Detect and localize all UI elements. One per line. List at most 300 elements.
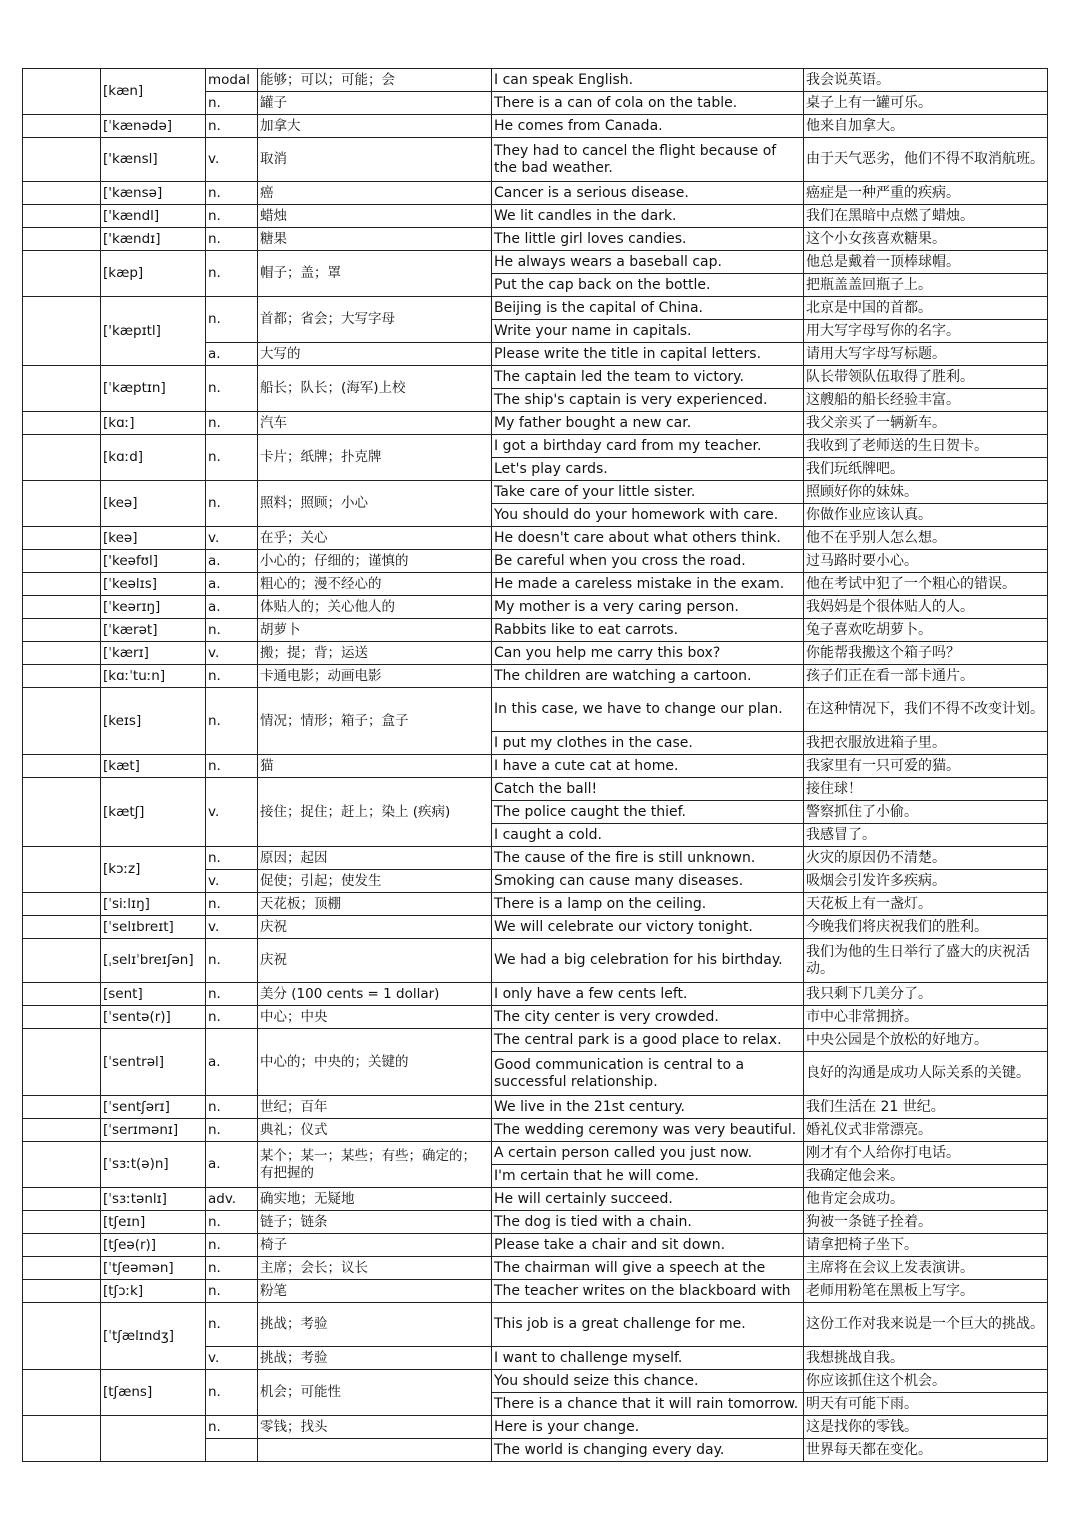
example-zh-cell: 我确定他会来。 bbox=[804, 1165, 1048, 1188]
part-of-speech-cell: v. bbox=[206, 642, 258, 665]
phonetic-cell bbox=[101, 1416, 206, 1462]
blank-cell bbox=[23, 1303, 101, 1370]
example-en-cell: There is a chance that it will rain tomorrow. bbox=[492, 1393, 804, 1416]
phonetic-cell: [keɪs] bbox=[101, 688, 206, 755]
table-row bbox=[23, 182, 1048, 205]
table-row bbox=[23, 573, 1048, 596]
table-row bbox=[23, 527, 1048, 550]
phonetic-cell: [ˈserɪmənɪ] bbox=[101, 1119, 206, 1142]
part-of-speech-cell: n. bbox=[206, 481, 258, 527]
example-en-cell: The dog is tied with a chain. bbox=[492, 1211, 804, 1234]
example-en-cell: Let's play cards. bbox=[492, 458, 804, 481]
example-en-cell: We live in the 21st century. bbox=[492, 1096, 804, 1119]
blank-cell bbox=[23, 435, 101, 481]
example-zh-cell: 我们生活在 21 世纪。 bbox=[804, 1096, 1048, 1119]
table-row bbox=[23, 138, 1048, 182]
part-of-speech-cell: n. bbox=[206, 205, 258, 228]
example-en-cell: I caught a cold. bbox=[492, 824, 804, 847]
meaning-cell: 中心；中央 bbox=[258, 1006, 492, 1029]
blank-cell bbox=[23, 1370, 101, 1416]
blank-cell bbox=[23, 916, 101, 939]
meaning-cell: 船长；队长；(海军)上校 bbox=[258, 366, 492, 412]
example-en-cell: The world is changing every day. bbox=[492, 1439, 804, 1462]
blank-cell bbox=[23, 550, 101, 573]
part-of-speech-cell: v. bbox=[206, 527, 258, 550]
example-en-cell: There is a can of cola on the table. bbox=[492, 92, 804, 115]
example-en-cell: Catch the ball! bbox=[492, 778, 804, 801]
table-row bbox=[23, 435, 1048, 458]
phonetic-cell: [ˈkeəlɪs] bbox=[101, 573, 206, 596]
part-of-speech-cell: a. bbox=[206, 343, 258, 366]
part-of-speech-cell: n. bbox=[206, 1370, 258, 1416]
meaning-cell: 粗心的；漫不经心的 bbox=[258, 573, 492, 596]
part-of-speech-cell bbox=[206, 1439, 258, 1462]
table-row bbox=[23, 1280, 1048, 1303]
example-en-cell: Here is your change. bbox=[492, 1416, 804, 1439]
example-en-cell: Cancer is a serious disease. bbox=[492, 182, 804, 205]
example-en-cell: Good communication is central to a successful relationship. bbox=[492, 1052, 804, 1096]
part-of-speech-cell: v. bbox=[206, 1347, 258, 1370]
part-of-speech-cell: a. bbox=[206, 573, 258, 596]
part-of-speech-cell: n. bbox=[206, 251, 258, 297]
blank-cell bbox=[23, 1119, 101, 1142]
example-zh-cell: 兔子喜欢吃胡萝卜。 bbox=[804, 619, 1048, 642]
example-en-cell: I'm certain that he will come. bbox=[492, 1165, 804, 1188]
blank-cell bbox=[23, 138, 101, 182]
example-zh-cell: 我感冒了。 bbox=[804, 824, 1048, 847]
blank-cell bbox=[23, 1211, 101, 1234]
phonetic-cell: [kæn] bbox=[101, 69, 206, 115]
blank-cell bbox=[23, 1257, 101, 1280]
part-of-speech-cell: modal bbox=[206, 69, 258, 92]
example-en-cell: The little girl loves candies. bbox=[492, 228, 804, 251]
example-zh-cell: 良好的沟通是成功人际关系的关键。 bbox=[804, 1052, 1048, 1096]
table-row bbox=[23, 939, 1048, 983]
example-zh-cell: 照顾好你的妹妹。 bbox=[804, 481, 1048, 504]
phonetic-cell: ['keəfʊl] bbox=[101, 550, 206, 573]
table-row bbox=[23, 1096, 1048, 1119]
table-row bbox=[23, 366, 1048, 389]
blank-cell bbox=[23, 205, 101, 228]
meaning-cell: 胡萝卜 bbox=[258, 619, 492, 642]
example-en-cell: Take care of your little sister. bbox=[492, 481, 804, 504]
example-en-cell: He always wears a baseball cap. bbox=[492, 251, 804, 274]
example-zh-cell: 他不在乎别人怎么想。 bbox=[804, 527, 1048, 550]
table-row bbox=[23, 412, 1048, 435]
table-row bbox=[23, 1119, 1048, 1142]
blank-cell bbox=[23, 1280, 101, 1303]
blank-cell bbox=[23, 182, 101, 205]
example-en-cell: My mother is a very caring person. bbox=[492, 596, 804, 619]
example-en-cell: He comes from Canada. bbox=[492, 115, 804, 138]
blank-cell bbox=[23, 412, 101, 435]
example-en-cell: Can you help me carry this box? bbox=[492, 642, 804, 665]
part-of-speech-cell: n. bbox=[206, 983, 258, 1006]
blank-cell bbox=[23, 755, 101, 778]
example-en-cell: Write your name in capitals. bbox=[492, 320, 804, 343]
example-zh-cell: 吸烟会引发许多疾病。 bbox=[804, 870, 1048, 893]
meaning-cell: 中心的；中央的；关键的 bbox=[258, 1029, 492, 1096]
phonetic-cell: [ˈkænədə] bbox=[101, 115, 206, 138]
example-zh-cell: 我只剩下几美分了。 bbox=[804, 983, 1048, 1006]
part-of-speech-cell: n. bbox=[206, 1096, 258, 1119]
phonetic-cell: [tʃɔːk] bbox=[101, 1280, 206, 1303]
example-zh-cell: 这份工作对我来说是一个巨大的挑战。 bbox=[804, 1303, 1048, 1347]
meaning-cell: 帽子；盖；罩 bbox=[258, 251, 492, 297]
meaning-cell: 美分 (100 cents = 1 dollar) bbox=[258, 983, 492, 1006]
part-of-speech-cell: n. bbox=[206, 92, 258, 115]
part-of-speech-cell: n. bbox=[206, 619, 258, 642]
phonetic-cell: [kɔːz] bbox=[101, 847, 206, 893]
part-of-speech-cell: a. bbox=[206, 596, 258, 619]
meaning-cell: 世纪；百年 bbox=[258, 1096, 492, 1119]
example-zh-cell: 主席将在会议上发表演讲。 bbox=[804, 1257, 1048, 1280]
meaning-cell: 汽车 bbox=[258, 412, 492, 435]
example-zh-cell: 我父亲买了一辆新车。 bbox=[804, 412, 1048, 435]
meaning-cell: 体贴人的；关心他人的 bbox=[258, 596, 492, 619]
example-en-cell: We lit candles in the dark. bbox=[492, 205, 804, 228]
example-zh-cell: 我们在黑暗中点燃了蜡烛。 bbox=[804, 205, 1048, 228]
blank-cell bbox=[23, 688, 101, 755]
example-en-cell: Beijing is the capital of China. bbox=[492, 297, 804, 320]
table-row bbox=[23, 205, 1048, 228]
meaning-cell: 罐子 bbox=[258, 92, 492, 115]
part-of-speech-cell: n. bbox=[206, 1234, 258, 1257]
example-en-cell: I only have a few cents left. bbox=[492, 983, 804, 1006]
phonetic-cell: [ˈkærɪ] bbox=[101, 642, 206, 665]
blank-cell bbox=[23, 847, 101, 893]
part-of-speech-cell: n. bbox=[206, 1303, 258, 1347]
phonetic-cell: ['kændɪ] bbox=[101, 228, 206, 251]
part-of-speech-cell: n. bbox=[206, 115, 258, 138]
example-zh-cell: 他在考试中犯了一个粗心的错误。 bbox=[804, 573, 1048, 596]
meaning-cell: 搬；提；背；运送 bbox=[258, 642, 492, 665]
example-zh-cell: 我们为他的生日举行了盛大的庆祝活动。 bbox=[804, 939, 1048, 983]
blank-cell bbox=[23, 939, 101, 983]
example-zh-cell: 这艘船的船长经验丰富。 bbox=[804, 389, 1048, 412]
example-zh-cell: 世界每天都在变化。 bbox=[804, 1439, 1048, 1462]
table-row bbox=[23, 642, 1048, 665]
blank-cell bbox=[23, 115, 101, 138]
table-row bbox=[23, 251, 1048, 274]
table-row bbox=[23, 619, 1048, 642]
blank-cell bbox=[23, 1234, 101, 1257]
meaning-cell: 庆祝 bbox=[258, 916, 492, 939]
example-en-cell: We had a big celebration for his birthday. bbox=[492, 939, 804, 983]
part-of-speech-cell: a. bbox=[206, 1029, 258, 1096]
table-row bbox=[23, 481, 1048, 504]
part-of-speech-cell: n. bbox=[206, 297, 258, 343]
example-zh-cell: 我把衣服放进箱子里。 bbox=[804, 732, 1048, 755]
example-zh-cell: 这是找你的零钱。 bbox=[804, 1416, 1048, 1439]
example-en-cell: The central park is a good place to relax. bbox=[492, 1029, 804, 1052]
example-zh-cell: 他总是戴着一顶棒球帽。 bbox=[804, 251, 1048, 274]
example-zh-cell: 警察抓住了小偷。 bbox=[804, 801, 1048, 824]
table-row bbox=[23, 916, 1048, 939]
part-of-speech-cell: n. bbox=[206, 1280, 258, 1303]
phonetic-cell: [tʃeə(r)] bbox=[101, 1234, 206, 1257]
example-en-cell: The chairman will give a speech at the bbox=[492, 1257, 804, 1280]
example-en-cell: Smoking can cause many diseases. bbox=[492, 870, 804, 893]
phonetic-cell: [tʃæns] bbox=[101, 1370, 206, 1416]
phonetic-cell: [kætʃ] bbox=[101, 778, 206, 847]
example-zh-cell: 我家里有一只可爱的猫。 bbox=[804, 755, 1048, 778]
blank-cell bbox=[23, 251, 101, 297]
example-zh-cell: 在这种情况下，我们不得不改变计划。 bbox=[804, 688, 1048, 732]
phonetic-cell: [ˈsɜːt(ə)n] bbox=[101, 1142, 206, 1188]
meaning-cell: 首都；省会；大写字母 bbox=[258, 297, 492, 343]
meaning-cell: 机会；可能性 bbox=[258, 1370, 492, 1416]
meaning-cell: 挑战；考验 bbox=[258, 1303, 492, 1347]
table-row bbox=[23, 893, 1048, 916]
phonetic-cell: [ˈkeərɪŋ] bbox=[101, 596, 206, 619]
meaning-cell: 天花板；顶棚 bbox=[258, 893, 492, 916]
blank-cell bbox=[23, 665, 101, 688]
blank-cell bbox=[23, 481, 101, 527]
blank-cell bbox=[23, 297, 101, 366]
blank-cell bbox=[23, 1188, 101, 1211]
meaning-cell: 猫 bbox=[258, 755, 492, 778]
blank-cell bbox=[23, 619, 101, 642]
example-en-cell: The captain led the team to victory. bbox=[492, 366, 804, 389]
meaning-cell: 蜡烛 bbox=[258, 205, 492, 228]
phonetic-cell: ['kændl] bbox=[101, 205, 206, 228]
example-en-cell: The wedding ceremony was very beautiful. bbox=[492, 1119, 804, 1142]
phonetic-cell: [keə] bbox=[101, 527, 206, 550]
table-row bbox=[23, 1188, 1048, 1211]
phonetic-cell: [kɑː] bbox=[101, 412, 206, 435]
example-zh-cell: 婚礼仪式非常漂亮。 bbox=[804, 1119, 1048, 1142]
part-of-speech-cell: v. bbox=[206, 870, 258, 893]
part-of-speech-cell: n. bbox=[206, 366, 258, 412]
example-zh-cell: 我们玩纸牌吧。 bbox=[804, 458, 1048, 481]
meaning-cell: 在乎；关心 bbox=[258, 527, 492, 550]
meaning-cell: 能够；可以；可能；会 bbox=[258, 69, 492, 92]
blank-cell bbox=[23, 366, 101, 412]
meaning-cell: 卡通电影；动画电影 bbox=[258, 665, 492, 688]
example-zh-cell: 桌子上有一罐可乐。 bbox=[804, 92, 1048, 115]
table-row bbox=[23, 69, 1048, 92]
blank-cell bbox=[23, 983, 101, 1006]
example-en-cell: The cause of the fire is still unknown. bbox=[492, 847, 804, 870]
phonetic-cell: [ˌselɪˈbreɪʃən] bbox=[101, 939, 206, 983]
example-zh-cell: 队长带领队伍取得了胜利。 bbox=[804, 366, 1048, 389]
part-of-speech-cell: v. bbox=[206, 778, 258, 847]
meaning-cell: 大写的 bbox=[258, 343, 492, 366]
meaning-cell: 粉笔 bbox=[258, 1280, 492, 1303]
phonetic-cell: [ˈsentə(r)] bbox=[101, 1006, 206, 1029]
table-row bbox=[23, 1029, 1048, 1052]
table-row bbox=[23, 550, 1048, 573]
meaning-cell: 情况；情形；箱子；盒子 bbox=[258, 688, 492, 755]
meaning-cell: 小心的；仔细的；谨慎的 bbox=[258, 550, 492, 573]
meaning-cell: 照料；照顾；小心 bbox=[258, 481, 492, 527]
example-zh-cell: 天花板上有一盏灯。 bbox=[804, 893, 1048, 916]
example-zh-cell: 这个小女孩喜欢糖果。 bbox=[804, 228, 1048, 251]
table-row bbox=[23, 1370, 1048, 1393]
part-of-speech-cell: n. bbox=[206, 1006, 258, 1029]
meaning-cell: 原因；起因 bbox=[258, 847, 492, 870]
meaning-cell: 癌 bbox=[258, 182, 492, 205]
blank-cell bbox=[23, 778, 101, 847]
example-zh-cell: 今晚我们将庆祝我们的胜利。 bbox=[804, 916, 1048, 939]
example-zh-cell: 你能帮我搬这个箱子吗？ bbox=[804, 642, 1048, 665]
phonetic-cell: [tʃeɪn] bbox=[101, 1211, 206, 1234]
table-row bbox=[23, 778, 1048, 801]
example-en-cell: A certain person called you just now. bbox=[492, 1142, 804, 1165]
part-of-speech-cell: adv. bbox=[206, 1188, 258, 1211]
example-zh-cell: 明天有可能下雨。 bbox=[804, 1393, 1048, 1416]
example-zh-cell: 请用大写字母写标题。 bbox=[804, 343, 1048, 366]
meaning-cell: 椅子 bbox=[258, 1234, 492, 1257]
example-zh-cell: 过马路时要小心。 bbox=[804, 550, 1048, 573]
part-of-speech-cell: n. bbox=[206, 182, 258, 205]
example-zh-cell: 狗被一条链子拴着。 bbox=[804, 1211, 1048, 1234]
part-of-speech-cell: n. bbox=[206, 1416, 258, 1439]
part-of-speech-cell: n. bbox=[206, 939, 258, 983]
table-row bbox=[23, 1416, 1048, 1439]
example-en-cell: You should seize this chance. bbox=[492, 1370, 804, 1393]
example-en-cell: The children are watching a cartoon. bbox=[492, 665, 804, 688]
example-en-cell: I got a birthday card from my teacher. bbox=[492, 435, 804, 458]
example-en-cell: The police caught the thief. bbox=[492, 801, 804, 824]
blank-cell bbox=[23, 69, 101, 115]
meaning-cell: 卡片；纸牌；扑克牌 bbox=[258, 435, 492, 481]
phonetic-cell: [ˈselɪbreɪt] bbox=[101, 916, 206, 939]
example-en-cell: There is a lamp on the ceiling. bbox=[492, 893, 804, 916]
example-zh-cell: 市中心非常拥挤。 bbox=[804, 1006, 1048, 1029]
phonetic-cell: [ˈsɜːtənlɪ] bbox=[101, 1188, 206, 1211]
meaning-cell: 零钱；找头 bbox=[258, 1416, 492, 1439]
example-zh-cell: 我想挑战自我。 bbox=[804, 1347, 1048, 1370]
example-en-cell: I have a cute cat at home. bbox=[492, 755, 804, 778]
blank-cell bbox=[23, 228, 101, 251]
part-of-speech-cell: n. bbox=[206, 412, 258, 435]
blank-cell bbox=[23, 1029, 101, 1096]
example-en-cell: I want to challenge myself. bbox=[492, 1347, 804, 1370]
meaning-cell: 主席；会长；议长 bbox=[258, 1257, 492, 1280]
phonetic-cell: [ˈsiːlɪŋ] bbox=[101, 893, 206, 916]
table-row bbox=[23, 1303, 1048, 1347]
example-en-cell: The city center is very crowded. bbox=[492, 1006, 804, 1029]
meaning-cell: 某个；某一；某些；有些；确定的；有把握的 bbox=[258, 1142, 492, 1188]
example-en-cell: My father bought a new car. bbox=[492, 412, 804, 435]
blank-cell bbox=[23, 573, 101, 596]
blank-cell bbox=[23, 596, 101, 619]
part-of-speech-cell: n. bbox=[206, 228, 258, 251]
phonetic-cell: [kɑːd] bbox=[101, 435, 206, 481]
example-en-cell: In this case, we have to change our plan. bbox=[492, 688, 804, 732]
phonetic-cell: ['kænsl] bbox=[101, 138, 206, 182]
part-of-speech-cell: a. bbox=[206, 1142, 258, 1188]
part-of-speech-cell: n. bbox=[206, 755, 258, 778]
table-row bbox=[23, 228, 1048, 251]
example-en-cell: Please take a chair and sit down. bbox=[492, 1234, 804, 1257]
blank-cell bbox=[23, 1416, 101, 1462]
part-of-speech-cell: n. bbox=[206, 847, 258, 870]
meaning-cell: 链子；链条 bbox=[258, 1211, 492, 1234]
table-row bbox=[23, 1006, 1048, 1029]
example-en-cell: Rabbits like to eat carrots. bbox=[492, 619, 804, 642]
meaning-cell: 接住；捉住；赶上；染上 (疾病) bbox=[258, 778, 492, 847]
blank-cell bbox=[23, 642, 101, 665]
phonetic-cell: [ˈtʃeəmən] bbox=[101, 1257, 206, 1280]
part-of-speech-cell: v. bbox=[206, 138, 258, 182]
example-zh-cell: 由于天气恶劣，他们不得不取消航班。 bbox=[804, 138, 1048, 182]
example-zh-cell: 我妈妈是个很体贴人的人。 bbox=[804, 596, 1048, 619]
table-row bbox=[23, 596, 1048, 619]
example-en-cell: I put my clothes in the case. bbox=[492, 732, 804, 755]
phonetic-cell: [kæt] bbox=[101, 755, 206, 778]
part-of-speech-cell: n. bbox=[206, 893, 258, 916]
meaning-cell: 典礼；仪式 bbox=[258, 1119, 492, 1142]
phonetic-cell: [ˈkæptɪn] bbox=[101, 366, 206, 412]
phonetic-cell: [ˈsentʃərɪ] bbox=[101, 1096, 206, 1119]
part-of-speech-cell: n. bbox=[206, 665, 258, 688]
example-zh-cell: 火灾的原因仍不清楚。 bbox=[804, 847, 1048, 870]
part-of-speech-cell: n. bbox=[206, 435, 258, 481]
example-en-cell: They had to cancel the flight because of the bad weather. bbox=[492, 138, 804, 182]
part-of-speech-cell: v. bbox=[206, 916, 258, 939]
phonetic-cell: [kɑːˈtuːn] bbox=[101, 665, 206, 688]
example-en-cell: Be careful when you cross the road. bbox=[492, 550, 804, 573]
part-of-speech-cell: n. bbox=[206, 1119, 258, 1142]
blank-cell bbox=[23, 1006, 101, 1029]
phonetic-cell: ['kænsə] bbox=[101, 182, 206, 205]
table-row bbox=[23, 688, 1048, 732]
example-zh-cell: 我收到了老师送的生日贺卡。 bbox=[804, 435, 1048, 458]
phonetic-cell: [ˈsentrəl] bbox=[101, 1029, 206, 1096]
phonetic-cell: [ˈkærət] bbox=[101, 619, 206, 642]
example-en-cell: He will certainly succeed. bbox=[492, 1188, 804, 1211]
blank-cell bbox=[23, 1142, 101, 1188]
table-row bbox=[23, 983, 1048, 1006]
meaning-cell: 取消 bbox=[258, 138, 492, 182]
table-row bbox=[23, 1234, 1048, 1257]
example-zh-cell: 孩子们正在看一部卡通片。 bbox=[804, 665, 1048, 688]
table-row bbox=[23, 1257, 1048, 1280]
example-zh-cell: 用大写字母写你的名字。 bbox=[804, 320, 1048, 343]
example-en-cell: Please write the title in capital letters. bbox=[492, 343, 804, 366]
blank-cell bbox=[23, 527, 101, 550]
example-en-cell: You should do your homework with care. bbox=[492, 504, 804, 527]
table-row bbox=[23, 1211, 1048, 1234]
example-en-cell: He made a careless mistake in the exam. bbox=[492, 573, 804, 596]
table-row bbox=[23, 297, 1048, 320]
table-row bbox=[23, 665, 1048, 688]
example-en-cell: The ship's captain is very experienced. bbox=[492, 389, 804, 412]
example-zh-cell: 他来自加拿大。 bbox=[804, 115, 1048, 138]
phonetic-cell: [kæp] bbox=[101, 251, 206, 297]
meaning-cell: 庆祝 bbox=[258, 939, 492, 983]
blank-cell bbox=[23, 893, 101, 916]
example-zh-cell: 刚才有个人给你打电话。 bbox=[804, 1142, 1048, 1165]
example-en-cell: This job is a great challenge for me. bbox=[492, 1303, 804, 1347]
meaning-cell: 加拿大 bbox=[258, 115, 492, 138]
example-zh-cell: 中央公园是个放松的好地方。 bbox=[804, 1029, 1048, 1052]
example-en-cell: I can speak English. bbox=[492, 69, 804, 92]
example-en-cell: We will celebrate our victory tonight. bbox=[492, 916, 804, 939]
example-zh-cell: 我会说英语。 bbox=[804, 69, 1048, 92]
meaning-cell: 糖果 bbox=[258, 228, 492, 251]
phonetic-cell: [keə] bbox=[101, 481, 206, 527]
part-of-speech-cell: a. bbox=[206, 550, 258, 573]
example-en-cell: Put the cap back on the bottle. bbox=[492, 274, 804, 297]
table-row bbox=[23, 115, 1048, 138]
vocabulary-table-body bbox=[23, 69, 1048, 1462]
example-zh-cell: 你应该抓住这个机会。 bbox=[804, 1370, 1048, 1393]
example-zh-cell: 老师用粉笔在黑板上写字。 bbox=[804, 1280, 1048, 1303]
